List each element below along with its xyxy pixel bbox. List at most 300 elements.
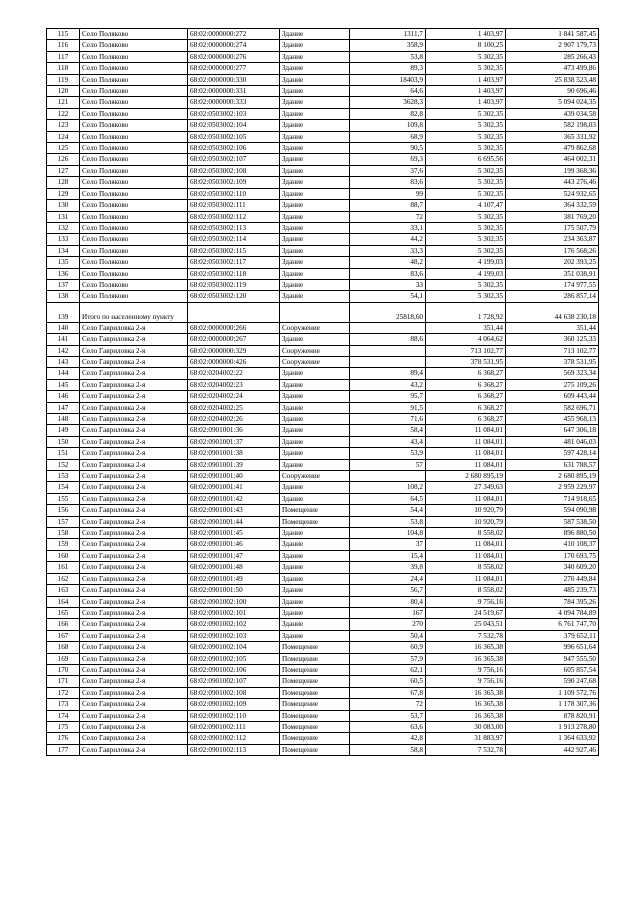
table-row bbox=[47, 482, 599, 493]
cadastral-number-cell: 68:02:0000000:277 bbox=[188, 63, 280, 74]
object-type-cell: Здание bbox=[280, 143, 350, 154]
cadastral-number-cell: 68:02:0503002:118 bbox=[188, 268, 280, 279]
area-cell: 15,4 bbox=[350, 550, 426, 561]
cadastral-value-cell: 455 968,13 bbox=[506, 414, 599, 425]
cadastral-number-cell: 68:02:0503002:113 bbox=[188, 222, 280, 233]
document-page bbox=[46, 28, 598, 756]
cadastral-number-cell: 68:02:0000000:333 bbox=[188, 97, 280, 108]
settlement-name-cell: Село Гавриловка 2-я bbox=[80, 539, 188, 550]
table-row bbox=[47, 493, 599, 504]
cadastral-number-cell: 68:02:0901002:103 bbox=[188, 630, 280, 641]
area-cell: 89,3 bbox=[350, 63, 426, 74]
cadastral-value-per-unit-cell: 1 403,97 bbox=[426, 74, 506, 85]
row-number-cell: 151 bbox=[47, 448, 80, 459]
object-type-cell: Здание bbox=[280, 379, 350, 390]
object-type-cell: Здание bbox=[280, 131, 350, 142]
row-number-cell: 157 bbox=[47, 516, 80, 527]
table-row bbox=[47, 733, 599, 744]
area-cell: 109,8 bbox=[350, 120, 426, 131]
cadastral-number-cell: 68:02:0503002:112 bbox=[188, 211, 280, 222]
area-cell: 89,4 bbox=[350, 368, 426, 379]
cadastral-number-cell: 68:02:0901001:49 bbox=[188, 573, 280, 584]
cadastral-value-cell: 631 788,57 bbox=[506, 459, 599, 470]
cadastral-value-cell: 270 449,84 bbox=[506, 573, 599, 584]
cadastral-number-cell: 68:02:0901002:101 bbox=[188, 607, 280, 618]
table-row bbox=[47, 379, 599, 390]
table-row bbox=[47, 619, 599, 630]
table-row bbox=[47, 165, 599, 176]
cadastral-value-cell: 202 393,25 bbox=[506, 257, 599, 268]
object-type-cell: Сооружение bbox=[280, 471, 350, 482]
row-number-cell: 120 bbox=[47, 86, 80, 97]
object-type-cell: Здание bbox=[280, 211, 350, 222]
cadastral-number-cell: 68:02:0503002:110 bbox=[188, 188, 280, 199]
row-number-cell: 131 bbox=[47, 211, 80, 222]
object-type-cell: Помещение bbox=[280, 664, 350, 675]
settlement-name-cell: Село Гавриловка 2-я bbox=[80, 345, 188, 356]
cadastral-value-cell: 878 820,91 bbox=[506, 710, 599, 721]
settlement-name-cell: Село Гавриловка 2-я bbox=[80, 322, 188, 333]
object-type-cell: Здание bbox=[280, 63, 350, 74]
cadastral-number-cell: 68:02:0503002:119 bbox=[188, 279, 280, 290]
object-type-cell: Помещение bbox=[280, 687, 350, 698]
area-cell: 90,5 bbox=[350, 143, 426, 154]
area-cell: 88,6 bbox=[350, 334, 426, 345]
cadastral-number-cell: 68:02:0901001:41 bbox=[188, 482, 280, 493]
cadastral-number-cell: 68:02:0503002:105 bbox=[188, 131, 280, 142]
table-row bbox=[47, 29, 599, 40]
settlement-name-cell: Село Гавриловка 2-я bbox=[80, 425, 188, 436]
table-row bbox=[47, 108, 599, 119]
table-row bbox=[47, 562, 599, 573]
area-cell: 54,1 bbox=[350, 291, 426, 302]
cadastral-number-cell: 68:02:0901001:36 bbox=[188, 425, 280, 436]
settlement-name-cell: Село Гавриловка 2-я bbox=[80, 368, 188, 379]
table-row bbox=[47, 291, 599, 302]
row-number-cell: 171 bbox=[47, 676, 80, 687]
object-type-cell: Здание bbox=[280, 165, 350, 176]
cadastral-number-cell: 68:02:0901001:42 bbox=[188, 493, 280, 504]
cadastral-value-per-unit-cell: 7 532,78 bbox=[426, 744, 506, 755]
cadastral-value-cell: 4 094 784,89 bbox=[506, 607, 599, 618]
object-type-cell: Здание bbox=[280, 402, 350, 413]
property-table bbox=[46, 28, 599, 756]
settlement-name-cell: Село Гавриловка 2-я bbox=[80, 459, 188, 470]
row-number-cell: 135 bbox=[47, 257, 80, 268]
cadastral-number-cell: 68:02:0901002:113 bbox=[188, 744, 280, 755]
row-number-cell: 140 bbox=[47, 322, 80, 333]
cadastral-value-per-unit-cell: 11 084,01 bbox=[426, 459, 506, 470]
cadastral-value-per-unit-cell: 11 084,01 bbox=[426, 573, 506, 584]
cadastral-value-per-unit-cell: 1 403,97 bbox=[426, 29, 506, 40]
table-row bbox=[47, 257, 599, 268]
object-type-cell: Здание bbox=[280, 585, 350, 596]
table-row bbox=[47, 120, 599, 131]
table-row bbox=[47, 154, 599, 165]
row-number-cell: 155 bbox=[47, 493, 80, 504]
cadastral-value-cell: 285 266,43 bbox=[506, 51, 599, 62]
area-cell: 71,6 bbox=[350, 414, 426, 425]
cadastral-value-cell: 439 034,58 bbox=[506, 108, 599, 119]
cadastral-value-per-unit-cell: 9 756,16 bbox=[426, 596, 506, 607]
row-number-cell: 174 bbox=[47, 710, 80, 721]
object-type-cell: Здание bbox=[280, 448, 350, 459]
cadastral-value-per-unit-cell: 1 728,92 bbox=[426, 302, 506, 322]
cadastral-value-per-unit-cell: 378 531,95 bbox=[426, 356, 506, 367]
cadastral-value-per-unit-cell: 713 102,77 bbox=[426, 345, 506, 356]
cadastral-value-per-unit-cell: 4 199,03 bbox=[426, 257, 506, 268]
cadastral-number-cell: 68:02:0000000:329 bbox=[188, 345, 280, 356]
cadastral-value-cell: 714 918,65 bbox=[506, 493, 599, 504]
cadastral-value-per-unit-cell: 11 084,01 bbox=[426, 425, 506, 436]
object-type-cell bbox=[280, 302, 350, 322]
cadastral-number-cell: 68:02:0503002:109 bbox=[188, 177, 280, 188]
area-cell: 69,3 bbox=[350, 154, 426, 165]
settlement-name-cell: Село Поляково bbox=[80, 177, 188, 188]
table-row bbox=[47, 539, 599, 550]
object-type-cell: Сооружение bbox=[280, 356, 350, 367]
table-row bbox=[47, 585, 599, 596]
property-table-body bbox=[47, 29, 599, 756]
cadastral-value-cell: 5 094 024,35 bbox=[506, 97, 599, 108]
settlement-name-cell: Село Гавриловка 2-я bbox=[80, 710, 188, 721]
row-number-cell: 166 bbox=[47, 619, 80, 630]
cadastral-value-per-unit-cell: 24 519,67 bbox=[426, 607, 506, 618]
cadastral-value-per-unit-cell: 6 368,27 bbox=[426, 402, 506, 413]
object-type-cell: Помещение bbox=[280, 744, 350, 755]
table-row bbox=[47, 40, 599, 51]
cadastral-value-per-unit-cell: 6 368,27 bbox=[426, 391, 506, 402]
row-number-cell: 116 bbox=[47, 40, 80, 51]
object-type-cell: Помещение bbox=[280, 653, 350, 664]
area-cell: 53,8 bbox=[350, 51, 426, 62]
object-type-cell: Здание bbox=[280, 74, 350, 85]
area-cell: 358,9 bbox=[350, 40, 426, 51]
row-number-cell: 153 bbox=[47, 471, 80, 482]
table-row bbox=[47, 234, 599, 245]
settlement-name-cell: Село Гавриловка 2-я bbox=[80, 687, 188, 698]
row-number-cell: 129 bbox=[47, 188, 80, 199]
settlement-name-cell: Село Поляково bbox=[80, 63, 188, 74]
cadastral-value-cell: 381 769,20 bbox=[506, 211, 599, 222]
object-type-cell: Здание bbox=[280, 29, 350, 40]
table-row bbox=[47, 573, 599, 584]
object-type-cell: Здание bbox=[280, 334, 350, 345]
object-type-cell: Здание bbox=[280, 550, 350, 561]
object-type-cell: Здание bbox=[280, 188, 350, 199]
cadastral-value-cell: 25 838 523,48 bbox=[506, 74, 599, 85]
table-row bbox=[47, 436, 599, 447]
row-number-cell: 168 bbox=[47, 642, 80, 653]
cadastral-value-per-unit-cell: 5 302,35 bbox=[426, 188, 506, 199]
cadastral-number-cell: 68:02:0901001:38 bbox=[188, 448, 280, 459]
settlement-name-cell: Село Поляково bbox=[80, 74, 188, 85]
table-row bbox=[47, 550, 599, 561]
table-row bbox=[47, 687, 599, 698]
area-cell bbox=[350, 322, 426, 333]
settlement-name-cell: Село Поляково bbox=[80, 245, 188, 256]
cadastral-value-per-unit-cell: 16 365,38 bbox=[426, 699, 506, 710]
cadastral-value-cell: 175 507,79 bbox=[506, 222, 599, 233]
table-row bbox=[47, 356, 599, 367]
cadastral-value-cell: 340 609,20 bbox=[506, 562, 599, 573]
settlement-name-cell: Село Поляково bbox=[80, 51, 188, 62]
area-cell: 53,9 bbox=[350, 448, 426, 459]
settlement-name-cell: Село Поляково bbox=[80, 165, 188, 176]
cadastral-number-cell: 68:02:0901002:100 bbox=[188, 596, 280, 607]
table-row bbox=[47, 222, 599, 233]
object-type-cell: Здание bbox=[280, 257, 350, 268]
settlement-name-cell: Село Гавриловка 2-я bbox=[80, 562, 188, 573]
cadastral-number-cell: 68:02:0503002:111 bbox=[188, 200, 280, 211]
row-number-cell: 156 bbox=[47, 505, 80, 516]
cadastral-number-cell: 68:02:0503002:115 bbox=[188, 245, 280, 256]
object-type-cell: Здание bbox=[280, 120, 350, 131]
area-cell: 25818,60 bbox=[350, 302, 426, 322]
row-number-cell: 175 bbox=[47, 721, 80, 732]
settlement-name-cell: Село Гавриловка 2-я bbox=[80, 391, 188, 402]
table-row bbox=[47, 402, 599, 413]
area-cell bbox=[350, 356, 426, 367]
cadastral-number-cell: 68:02:0000000:330 bbox=[188, 74, 280, 85]
table-row bbox=[47, 516, 599, 527]
area-cell: 24,4 bbox=[350, 573, 426, 584]
row-number-cell: 118 bbox=[47, 63, 80, 74]
cadastral-value-cell: 6 761 747,70 bbox=[506, 619, 599, 630]
row-number-cell: 119 bbox=[47, 74, 80, 85]
table-row bbox=[47, 642, 599, 653]
area-cell: 99 bbox=[350, 188, 426, 199]
area-cell: 62,1 bbox=[350, 664, 426, 675]
cadastral-value-cell: 410 108,37 bbox=[506, 539, 599, 550]
cadastral-value-cell: 524 932,65 bbox=[506, 188, 599, 199]
area-cell: 58,8 bbox=[350, 744, 426, 755]
settlement-name-cell: Село Гавриловка 2-я bbox=[80, 596, 188, 607]
settlement-name-cell: Село Поляково bbox=[80, 40, 188, 51]
settlement-name-cell: Село Гавриловка 2-я bbox=[80, 721, 188, 732]
row-number-cell: 125 bbox=[47, 143, 80, 154]
object-type-cell: Помещение bbox=[280, 505, 350, 516]
table-row bbox=[47, 630, 599, 641]
settlement-name-cell: Село Гавриловка 2-я bbox=[80, 436, 188, 447]
cadastral-number-cell: 68:02:0901001:46 bbox=[188, 539, 280, 550]
object-type-cell: Здание bbox=[280, 539, 350, 550]
cadastral-value-cell: 365 331,92 bbox=[506, 131, 599, 142]
row-number-cell: 127 bbox=[47, 165, 80, 176]
table-row bbox=[47, 334, 599, 345]
row-number-cell: 162 bbox=[47, 573, 80, 584]
area-cell: 39,8 bbox=[350, 562, 426, 573]
area-cell: 72 bbox=[350, 211, 426, 222]
area-cell: 44,2 bbox=[350, 234, 426, 245]
settlement-name-cell: Село Гавриловка 2-я bbox=[80, 402, 188, 413]
table-row bbox=[47, 74, 599, 85]
table-row bbox=[47, 51, 599, 62]
row-number-cell: 159 bbox=[47, 539, 80, 550]
object-type-cell: Сооружение bbox=[280, 322, 350, 333]
cadastral-number-cell: 68:02:0204002:23 bbox=[188, 379, 280, 390]
cadastral-value-per-unit-cell: 2 680 895,19 bbox=[426, 471, 506, 482]
settlement-name-cell: Село Гавриловка 2-я bbox=[80, 619, 188, 630]
settlement-name-cell: Село Поляково bbox=[80, 211, 188, 222]
settlement-name-cell: Село Гавриловка 2-я bbox=[80, 471, 188, 482]
cadastral-value-per-unit-cell: 31 883,97 bbox=[426, 733, 506, 744]
table-row bbox=[47, 86, 599, 97]
area-cell: 60,9 bbox=[350, 642, 426, 653]
row-number-cell: 163 bbox=[47, 585, 80, 596]
area-cell bbox=[350, 345, 426, 356]
area-cell: 48,2 bbox=[350, 257, 426, 268]
cadastral-value-per-unit-cell: 5 302,35 bbox=[426, 291, 506, 302]
cadastral-value-per-unit-cell: 5 302,35 bbox=[426, 131, 506, 142]
cadastral-value-cell: 2 959 229,97 bbox=[506, 482, 599, 493]
cadastral-value-cell: 442 927,46 bbox=[506, 744, 599, 755]
cadastral-value-cell: 443 276,46 bbox=[506, 177, 599, 188]
table-row bbox=[47, 177, 599, 188]
object-type-cell: Здание bbox=[280, 97, 350, 108]
cadastral-number-cell: 68:02:0503002:106 bbox=[188, 143, 280, 154]
table-row bbox=[47, 279, 599, 290]
cadastral-number-cell: 68:02:0000000:266 bbox=[188, 322, 280, 333]
settlement-name-cell: Село Гавриловка 2-я bbox=[80, 482, 188, 493]
row-number-cell: 160 bbox=[47, 550, 80, 561]
cadastral-number-cell: 68:02:0503002:104 bbox=[188, 120, 280, 131]
table-row bbox=[47, 188, 599, 199]
cadastral-value-per-unit-cell: 6 368,27 bbox=[426, 368, 506, 379]
row-number-cell: 124 bbox=[47, 131, 80, 142]
area-cell: 33,3 bbox=[350, 245, 426, 256]
table-row bbox=[47, 63, 599, 74]
cadastral-value-cell: 996 651,64 bbox=[506, 642, 599, 653]
settlement-name-cell: Село Гавриловка 2-я bbox=[80, 334, 188, 345]
row-number-cell: 148 bbox=[47, 414, 80, 425]
row-number-cell: 115 bbox=[47, 29, 80, 40]
table-row bbox=[47, 302, 599, 322]
cadastral-value-cell: 174 977,55 bbox=[506, 279, 599, 290]
cadastral-value-per-unit-cell: 5 302,35 bbox=[426, 120, 506, 131]
cadastral-value-per-unit-cell: 11 084,01 bbox=[426, 436, 506, 447]
row-number-cell: 138 bbox=[47, 291, 80, 302]
settlement-name-cell: Село Поляково bbox=[80, 222, 188, 233]
cadastral-value-per-unit-cell: 9 756,16 bbox=[426, 664, 506, 675]
area-cell: 67,8 bbox=[350, 687, 426, 698]
area-cell: 33 bbox=[350, 279, 426, 290]
area-cell: 37,6 bbox=[350, 165, 426, 176]
area-cell: 63,6 bbox=[350, 721, 426, 732]
area-cell: 72 bbox=[350, 699, 426, 710]
cadastral-number-cell: 68:02:0901001:39 bbox=[188, 459, 280, 470]
cadastral-number-cell: 68:02:0000000:276 bbox=[188, 51, 280, 62]
table-row bbox=[47, 448, 599, 459]
table-row bbox=[47, 345, 599, 356]
cadastral-value-cell: 947 555,50 bbox=[506, 653, 599, 664]
settlement-name-cell: Село Поляково bbox=[80, 200, 188, 211]
table-row bbox=[47, 528, 599, 539]
cadastral-number-cell: 68:02:0901002:108 bbox=[188, 687, 280, 698]
cadastral-value-cell: 647 306,18 bbox=[506, 425, 599, 436]
cadastral-value-per-unit-cell: 5 302,35 bbox=[426, 211, 506, 222]
cadastral-value-cell: 713 102,77 bbox=[506, 345, 599, 356]
cadastral-value-cell: 199 368,36 bbox=[506, 165, 599, 176]
area-cell: 18403,9 bbox=[350, 74, 426, 85]
cadastral-value-per-unit-cell: 8 558,02 bbox=[426, 528, 506, 539]
area-cell: 42,8 bbox=[350, 733, 426, 744]
table-row bbox=[47, 607, 599, 618]
cadastral-value-cell: 582 696,71 bbox=[506, 402, 599, 413]
cadastral-value-per-unit-cell: 6 368,27 bbox=[426, 379, 506, 390]
settlement-name-cell: Село Гавриловка 2-я bbox=[80, 664, 188, 675]
cadastral-value-per-unit-cell: 25 043,51 bbox=[426, 619, 506, 630]
cadastral-number-cell: 68:02:0901001:37 bbox=[188, 436, 280, 447]
cadastral-number-cell: 68:02:0204002:22 bbox=[188, 368, 280, 379]
object-type-cell: Здание bbox=[280, 425, 350, 436]
table-row bbox=[47, 596, 599, 607]
cadastral-number-cell: 68:02:0901002:107 bbox=[188, 676, 280, 687]
cadastral-value-cell: 590 247,68 bbox=[506, 676, 599, 687]
cadastral-value-cell: 1 178 307,36 bbox=[506, 699, 599, 710]
cadastral-value-cell: 2 907 179,73 bbox=[506, 40, 599, 51]
settlement-name-cell: Село Гавриловка 2-я bbox=[80, 699, 188, 710]
cadastral-number-cell: 68:02:0901001:47 bbox=[188, 550, 280, 561]
area-cell: 1311,7 bbox=[350, 29, 426, 40]
row-number-cell: 165 bbox=[47, 607, 80, 618]
row-number-cell: 136 bbox=[47, 268, 80, 279]
cadastral-value-cell: 609 443,44 bbox=[506, 391, 599, 402]
cadastral-value-cell: 1 841 587,45 bbox=[506, 29, 599, 40]
area-cell: 53,8 bbox=[350, 516, 426, 527]
cadastral-value-per-unit-cell: 1 403,97 bbox=[426, 86, 506, 97]
cadastral-number-cell: 68:02:0204002:24 bbox=[188, 391, 280, 402]
settlement-name-cell: Итого по населенному пункту bbox=[80, 302, 188, 322]
cadastral-value-cell: 379 652,11 bbox=[506, 630, 599, 641]
object-type-cell: Здание bbox=[280, 482, 350, 493]
settlement-name-cell: Село Поляково bbox=[80, 97, 188, 108]
area-cell: 95,7 bbox=[350, 391, 426, 402]
cadastral-value-cell: 351,44 bbox=[506, 322, 599, 333]
object-type-cell: Помещение bbox=[280, 699, 350, 710]
settlement-name-cell: Село Гавриловка 2-я bbox=[80, 516, 188, 527]
settlement-name-cell: Село Поляково bbox=[80, 86, 188, 97]
area-cell: 3628,3 bbox=[350, 97, 426, 108]
row-number-cell: 142 bbox=[47, 345, 80, 356]
cadastral-number-cell: 68:02:0503002:120 bbox=[188, 291, 280, 302]
cadastral-value-per-unit-cell: 9 756,16 bbox=[426, 676, 506, 687]
row-number-cell: 164 bbox=[47, 596, 80, 607]
settlement-name-cell: Село Гавриловка 2-я bbox=[80, 676, 188, 687]
row-number-cell: 128 bbox=[47, 177, 80, 188]
cadastral-value-cell: 176 568,26 bbox=[506, 245, 599, 256]
cadastral-value-cell: 44 638 230,18 bbox=[506, 302, 599, 322]
area-cell: 43,2 bbox=[350, 379, 426, 390]
cadastral-value-cell: 286 857,14 bbox=[506, 291, 599, 302]
cadastral-number-cell: 68:02:0000000:426 bbox=[188, 356, 280, 367]
cadastral-number-cell: 68:02:0000000:267 bbox=[188, 334, 280, 345]
row-number-cell: 154 bbox=[47, 482, 80, 493]
cadastral-value-cell: 1 913 278,80 bbox=[506, 721, 599, 732]
area-cell: 91,5 bbox=[350, 402, 426, 413]
cadastral-value-per-unit-cell: 8 558,02 bbox=[426, 585, 506, 596]
cadastral-value-cell: 351 038,91 bbox=[506, 268, 599, 279]
row-number-cell: 172 bbox=[47, 687, 80, 698]
row-number-cell: 121 bbox=[47, 97, 80, 108]
cadastral-value-cell: 597 428,14 bbox=[506, 448, 599, 459]
cadastral-value-cell: 1 109 572,76 bbox=[506, 687, 599, 698]
cadastral-value-cell: 1 364 633,92 bbox=[506, 733, 599, 744]
area-cell: 83,6 bbox=[350, 177, 426, 188]
cadastral-value-cell: 275 109,26 bbox=[506, 379, 599, 390]
row-number-cell: 177 bbox=[47, 744, 80, 755]
cadastral-value-per-unit-cell: 4 107,47 bbox=[426, 200, 506, 211]
